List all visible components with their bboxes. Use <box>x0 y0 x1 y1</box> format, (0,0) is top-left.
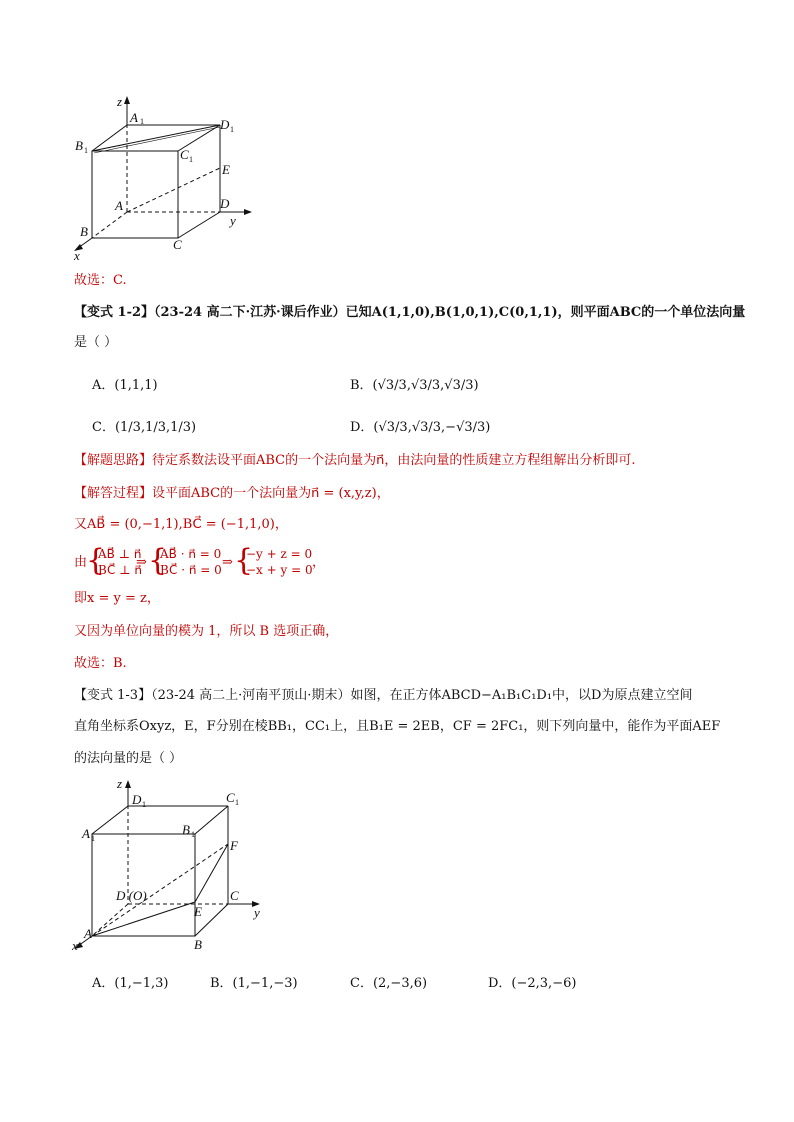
vertex-label-c1: C <box>226 790 235 805</box>
svg-text:1: 1 <box>91 834 95 843</box>
vertex-label-a1: A <box>82 826 90 841</box>
axis-label-y: y <box>230 213 236 228</box>
problem-1-2-line-1: 【变式 1-2】（23-24 高二下·江苏·课后作业）已知A(1,1,0),B(1,0,1),C(0,1,1)，则平面ABC的一个单位法向量 <box>74 305 746 320</box>
vertex-label-c1: C <box>180 147 189 162</box>
axis-label-z: z <box>117 94 123 109</box>
option-a-1-3: A．(1,−1,3) <box>92 976 169 991</box>
vertex-label-d: D <box>220 196 230 211</box>
vertex-label-a: A <box>115 198 123 213</box>
point-label-f: F <box>230 838 238 853</box>
answer-2: 故选：B. <box>74 656 127 671</box>
point-label-e: E <box>194 904 202 919</box>
option-b-1-2: B．(√3/3,√3/3,√3/3) <box>350 378 479 393</box>
solution-reason: 又因为单位向量的模为 1，所以 B 选项正确， <box>74 624 339 639</box>
svg-text:1: 1 <box>230 125 234 134</box>
option-d-1-3: D．(−2,3,−6) <box>488 976 577 991</box>
problem-1-3-line-2: 直角坐标系Oxyz，E，F分别在棱BB₁，CC₁上，且B₁E = 2EB，CF = 2FC₁，则下列向量中，能作为平面AEF <box>74 719 721 734</box>
option-c-1-3: C．(2,−3,6) <box>350 976 428 991</box>
vertex-label-d1: D <box>132 792 142 807</box>
problem-1-3-line-3: 的法向量的是（ ） <box>74 751 183 766</box>
option-d-1-2: D．(√3/3,√3/3,−√3/3) <box>350 420 491 435</box>
answer-1: 故选：C. <box>74 273 127 288</box>
svg-text:1: 1 <box>235 798 239 807</box>
option-a-1-2: A．(1,1,1) <box>92 378 158 393</box>
axis-label-x: x <box>72 938 78 952</box>
vertex-label-a1: A <box>130 110 138 125</box>
svg-text:1: 1 <box>191 830 195 839</box>
axis-label-x: x <box>74 248 80 262</box>
axis-label-y: y <box>254 905 260 920</box>
vertex-label-b1: B <box>182 822 190 837</box>
svg-text:1: 1 <box>189 155 193 164</box>
option-c-1-2: C．(1/3,1/3,1/3) <box>92 420 197 435</box>
cube-figure-2 <box>70 774 270 952</box>
vertex-label-c: C <box>230 888 239 903</box>
axis-label-z: z <box>117 776 123 791</box>
vertex-label-a: A <box>84 926 92 941</box>
solution-idea: 【解题思路】待定系数法设平面ABC的一个法向量为n⃗，由法向量的性质建立方程组解出分析即可. <box>74 453 636 468</box>
vertex-label-d1: D <box>220 117 230 132</box>
svg-text:1: 1 <box>142 800 146 809</box>
vertex-label-b: B <box>194 937 202 952</box>
vertex-label-b: B <box>80 224 88 239</box>
option-b-1-3: B．(1,−1,−3) <box>210 976 298 991</box>
vertex-label-d-origin: D (O) <box>116 888 147 903</box>
svg-text:1: 1 <box>140 117 144 126</box>
vertex-label-b1: B <box>75 138 83 153</box>
problem-1-3-line-1: 【变式 1-3】（23-24 高二上·河南平顶山·期末）如图，在正方体ABCD−A₁B₁C₁D₁中，以D为原点建立空间 <box>74 688 693 703</box>
svg-text:1: 1 <box>84 146 88 155</box>
problem-1-2-line-2: 是（ ） <box>74 335 118 350</box>
cube-figure-1 <box>70 92 260 262</box>
solution-vectors: 又AB⃗ = (0,−1,1),BC⃗ = (−1,1,0)， <box>74 517 288 532</box>
solution-result: 即x = y = z， <box>74 591 160 606</box>
vertex-label-c: C <box>173 237 182 252</box>
solution-process: 【解答过程】设平面ABC的一个法向量为n⃗ = (x,y,z)， <box>74 486 390 501</box>
point-label-e: E <box>222 162 230 177</box>
